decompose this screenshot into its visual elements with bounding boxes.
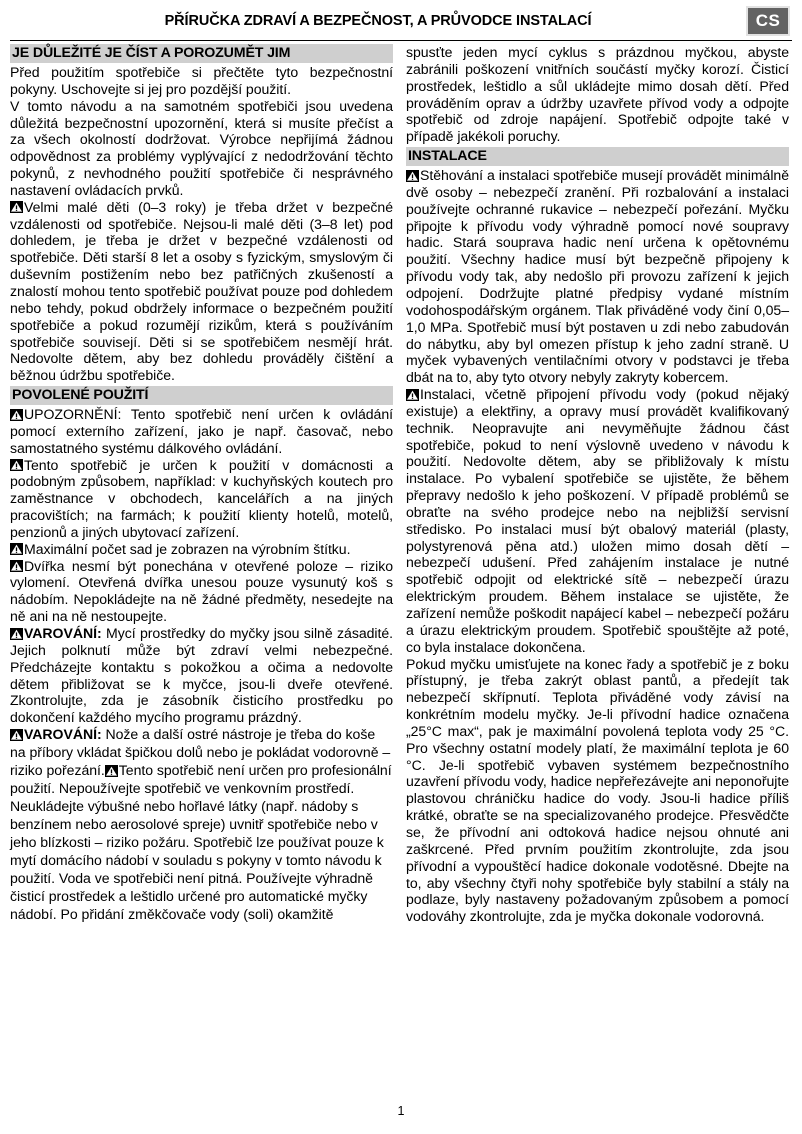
paragraph-text: Dvířka nesmí být ponechána v otevřené poloze – riziko vylomení. Otevřená dvířka unesou pouze vysunutý koš s nádobím. Nepokládejte na ně žádné předměty, nesedejte na ně ani na ně nestoupejte. (10, 557, 393, 625)
warning-triangle-icon (10, 729, 23, 741)
warning-triangle-icon (406, 389, 419, 401)
paragraph-with-warning (406, 167, 789, 386)
section-heading-important-read: JE DŮLEŽITÉ JE ČÍST A POROZUMĚT JIM (10, 44, 393, 63)
paragraph-with-warning (10, 406, 393, 457)
paragraph-text: Tento spotřebič není určen pro profesionální použití. Nepoužívejte spotřebič ve venkovním prostředí. Neukládejte výbušné nebo hořlavé látky (např. nádoby s benzínem nebo aerosolové spreje) uvnitř spotřebiče nebo v jeho blízkosti – riziko požáru. Spotřebič lze používat pouze k mytí domácího nádobí v souladu s pokyny v tomto návodu k použití. Voda ve spotřebiči není pitná. Používejte výhradně čisticí prostředek a leštidlo určené pro automatické myčky nádobí. Po přidání změkčovače vody (soli) okamžitě (10, 762, 392, 923)
paragraph-text: UPOZORNĚNÍ: Tento spotřebič není určen k ovládání pomocí externího zařízení, jako je např. časovač, nebo samostatného systému dálkového ovládání. (10, 406, 393, 456)
paragraph-with-warning (406, 386, 789, 656)
content-columns (10, 44, 792, 925)
paragraph-with-warning (10, 558, 393, 625)
warning-triangle-icon (10, 201, 23, 213)
paragraph: Před použitím spotřebiče si přečtěte tyto bezpečnostní pokyny. Uschovejte si jej pro pozdější použití. (10, 64, 393, 97)
paragraph-with-warning (10, 457, 393, 541)
page-number: 1 (397, 1104, 405, 1118)
left-column (10, 44, 393, 924)
paragraph-continuation: spusťte jeden mycí cyklus s prázdnou myčkou, abyste zabránili poškození vnitřních součástí myčky korozí. Čisticí prostředek, leštidlo a sůl ukládejte mimo dosah dětí. Před prováděním oprav a údržby uzavřete přívod vody a odpojte spotřebič od zdroje napájení. Spotřebič odpojte také v případě jakékoli poruchy. (406, 44, 789, 145)
warning-label: VAROVÁNÍ: (24, 726, 102, 743)
warning-triangle-icon (10, 628, 23, 640)
paragraph-text: Instalaci, včetně připojení přívodu vody (pokud nějaký existuje) a elektřiny, a opravy musí provádět kvalifikovaný technik. Neopravujte ani nevyměňujte žádnou část spotřebiče, pokud to není výslovně uvedeno v návodu k použití. Nedovolte dětem, aby se přibližovaly k místu instalace. Po vybalení spotřebiče se ujistěte, že během přepravy nedošlo k jeho poškození. V případě problémů se obraťte na svého prodejce nebo na nejbližší servisní středisko. Po instalaci musí být obalový materiál (plasty, polystyrenová pěna atd.) uložen mimo dosah dětí – nebezpečí udušení. Před zahájením instalace je nutné spotřebič odpojit od elektrické sítě – nebezpečí úrazu elektrickým proudem. Během instalace se ujistěte, že zařízení nemůže poškodit napájecí kabel – nebezpečí požáru a úrazu elektrickým proudem. Spotřebič spouštějte až poté, co byla instalace dokončena. (406, 386, 789, 655)
paragraph: V tomto návodu a na samotném spotřebiči jsou uvedena důležitá bezpečnostní upozornění, která si musíte přečíst a za všech okolností dodržovat. Výrobce nepřijímá žádnou odpovědnost za problémy vyplývající z nedodržování těchto pokynů, z nevhodného použití spotřebiče či nesprávného nastavení ovládacích prvků. (10, 97, 393, 198)
paragraph: Pokud myčku umisťujete na konec řady a spotřebič je z boku přístupný, je třeba zakrýt oblast pantů, a předejít tak nebezpečí skřípnutí. Teplota přiváděné vody závisí na konkrétním modelu myčky. Je-li přívodní hadice označena „25°C max“, pak je maximální povolená teplota vody 25 °C. Pro všechny ostatní modely platí, že maximální teplota je 60 °C. Je-li spotřebič vybaven systémem bezpečnostního uzavření přívodu vody, hadice nepřeřezávejte ani neponořujte plastovou chráničku hadice do vody. Jsou-li hadice příliš krátké, obraťte se na specializovaného prodejce. Přesvědčte se, že přívodní ani odtoková hadice nejsou ohnuté ani zaškrcené. Před prvním použitím zkontrolujte, zda jsou přívodní a vypouštěcí hadice dokonale vodotěsné. Dbejte na to, aby všechny čtyři nohy spotřebiče byly stabilní a stály na podlaze, byly nastaveny požadovaným způsobem a pomocí vodováhy zkontrolujte, zda je myčka dokonale vodorovná. (406, 655, 789, 925)
paragraph-text: Stěhování a instalaci spotřebiče musejí provádět minimálně dvě osoby – nebezpečí zranění. Při rozbalování a instalaci používejte ochranné rukavice – nebezpečí pořezání. Myčku připojte k přívodu vody výhradně pomocí nové soupravy hadic. Stará souprava hadic není určena k opětovnému použití. Všechny hadice musí být bezpečně připojeny k přívodu vody tak, aby nedošlo při provozu zařízení k jejich odpojení. Dodržujte platné předpisy vydané místním vodohospodářským orgánem. Tlak přiváděné vody činí 0,05–1,0 MPa. Spotřebič musí být postaven u zdi nebo zabudován do nábytku, aby byl omezen přístup k jeho zadní straně. U myček vybavených ventilačními otvory v podstavci je třeba dbát na to, aby tyto otvory nebyly zakryty kobercem. (406, 167, 789, 386)
paragraph-with-warning (10, 541, 393, 558)
section-heading-permitted-use: POVOLENÉ POUŽITÍ (10, 386, 393, 405)
warning-label: VAROVÁNÍ: (24, 625, 102, 641)
paragraph-warning-knives (10, 726, 392, 922)
paragraph-text: Velmi malé děti (0–3 roky) je třeba držet v bezpečné vzdálenosti od spotřebiče. Nejsou-li malé děti (3–8 let) pod dohledem, je třeba je držet v bezpečné vzdálenosti od spotřebiče. Děti starší 8 let a osoby s fyzickým, smyslovým či duševním postižením nebo bez patřičných zkušeností a znalostí mohou tento spotřebič používat pouze pod dohledem nebo tehdy, pokud obdržely informace o bezpečném použití spotřebiče a pokud rozumějí rizikům, která s používáním spotřebiče souvisejí. Děti si se spotřebičem nesmějí hrát. Nedovolte dětem, aby bez dohledu prováděly čištění a běžnou údržbu spotřebiče. (10, 198, 393, 384)
language-badge: CS (746, 6, 790, 36)
section-heading-installation: INSTALACE (406, 147, 789, 166)
right-column (406, 44, 789, 925)
paragraph-text: Maximální počet sad je zobrazen na výrobním štítku. (24, 540, 351, 557)
document-header (10, 8, 792, 38)
warning-triangle-icon (10, 560, 23, 572)
warning-triangle-icon (406, 170, 419, 182)
warning-triangle-icon (10, 459, 23, 471)
paragraph-with-warning (10, 199, 393, 384)
warning-triangle-icon (105, 765, 118, 777)
paragraph-text: Tento spotřebič je určen k použití v domácnosti a podobným způsobem, například: v kuchyňských koutech pro zaměstnance v obchodech, kancelářích a na jiných pracovištích; na farmách; k použití klienty hotelů, motelů, penzionů a jiných ubytovací zařízení. (10, 456, 393, 540)
paragraph-text: Mycí prostředky do myčky jsou silně zásadité. Jejich polknutí může být zdraví velmi nebezpečné. Předcházejte kontaktu s pokožkou a očima a nedovolte dětem přibližovat se k myčce, jsou-li dveře otevřené. Zkontrolujte, zda je zásobník čisticího prostředku po dokončení každého mycího programu prázdný. (10, 625, 393, 726)
warning-triangle-icon (10, 409, 23, 421)
warning-triangle-icon (10, 543, 23, 555)
paragraph-warning-detergent (10, 625, 393, 726)
paragraph-text: Nože a další ostré nástroje je třeba do koše na příbory vkládat špičkou dolů nebo je pokládat vodorovně – riziko pořezání. (10, 726, 391, 779)
page-title: PŘÍRUČKA ZDRAVÍ A BEZPEČNOST, A PRŮVODCE INSTALACÍ (164, 13, 592, 29)
header-divider (10, 40, 792, 41)
